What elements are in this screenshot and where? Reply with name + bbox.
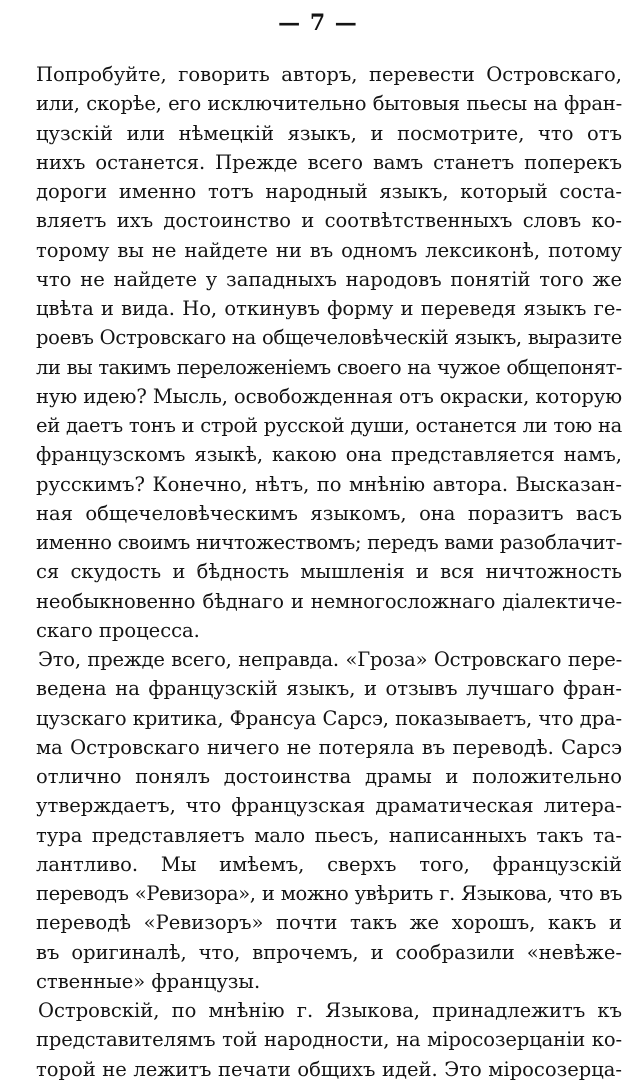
text-line: именно своимъ ничтожествомъ; передъ вами разоблачит-	[36, 531, 622, 554]
text-line: Это, прежде всего, неправда. «Гроза» Островскаго пере-	[38, 648, 622, 671]
text-line: ную идею? Мысль, освобожденная отъ окраски, которую	[36, 384, 622, 408]
text-line: дороги именно тотъ народный языкъ, который соста-	[36, 180, 622, 203]
text-line: скаго процесса.	[36, 618, 200, 642]
text-line: ся скудость и бѣдность мышленія и вся ничтожность	[36, 560, 622, 584]
text-line: Островскій, по мнѣнію г. Языкова, принадлежитъ къ	[38, 999, 622, 1022]
text-line: роевъ Островскаго на общечеловѣческій языкъ, выразите	[36, 326, 622, 350]
text-line: въ оригиналѣ, что, впрочемъ, и сообразили «невѣже-	[36, 940, 622, 964]
text-line: цузскій или нѣмецкій языкъ, и посмотрите, что отъ	[36, 121, 622, 145]
text-line: что не найдете у западныхъ народовъ понятій того же	[36, 267, 622, 291]
text-line: цузскаго критика, Франсуа Сарсэ, показываетъ, что дра-	[36, 706, 622, 730]
text-line: ственные» французы.	[36, 969, 261, 993]
text-line: Попробуйте, говорить авторъ, перевести Островскаго,	[36, 63, 622, 86]
text-line: ли вы такимъ переложеніемъ своего на чужое общепонят-	[36, 355, 622, 379]
text-line: представителямъ той народности, на міросозерцаніи ко-	[36, 1028, 622, 1052]
text-line: необыкновенно бѣднаго и немногосложнаго діалектиче-	[36, 589, 622, 613]
text-line: цвѣта и вида. Но, откинувъ форму и переведя языкъ ге-	[36, 297, 622, 320]
text-line: нихъ останется. Прежде всего вамъ станетъ поперекъ	[36, 150, 622, 174]
text-line: утверждаетъ, что французская драматическая литера-	[36, 794, 622, 818]
text-line: русскимъ? Конечно, нѣтъ, по мнѣнію автора. Высказан-	[36, 472, 622, 496]
text-line: ная общечеловѣческимъ языкомъ, она поразитъ васъ	[36, 501, 622, 525]
text-line: тура представляетъ мало пьесъ, написанныхъ такъ та-	[36, 823, 622, 847]
text-line: торому вы не найдете ни въ одномъ лексиконѣ, потому	[36, 238, 622, 262]
paragraph-3	[36, 996, 622, 1084]
text-line: ей даетъ тонъ и строй русской души, останется ли тою на	[36, 414, 622, 437]
page-number: — 7 —	[278, 10, 358, 36]
text-line: французскомъ языкѣ, какою она представляется намъ,	[36, 443, 622, 467]
text-line: торой не лежитъ печати общихъ идей. Это міросозерца-	[36, 1057, 622, 1081]
text-line: вляетъ ихъ достоинство и соотвѣтственныхъ словъ ко-	[36, 209, 622, 233]
text-line: или, скорѣе, его исключительно бытовыя пьесы на фран-	[36, 92, 622, 116]
paragraph-2	[36, 645, 622, 996]
text-line: лантливо. Мы имѣемъ, сверхъ того, французскій	[36, 852, 622, 876]
text-line: ма Островскаго ничего не потеряла въ переводѣ. Сарсэ	[36, 735, 622, 759]
paragraph-1	[36, 60, 622, 645]
text-line: ведена на французскій языкъ, и отзывъ лучшаго фран-	[36, 677, 622, 701]
body-text	[36, 60, 622, 1084]
text-line: отлично понялъ достоинства драмы и положительно	[36, 765, 622, 788]
text-line: переводъ «Ревизора», и можно увѣрить г. Языкова, что въ	[36, 882, 622, 905]
text-line: переводѣ «Ревизоръ» почти такъ же хорошъ, какъ и	[36, 911, 622, 935]
